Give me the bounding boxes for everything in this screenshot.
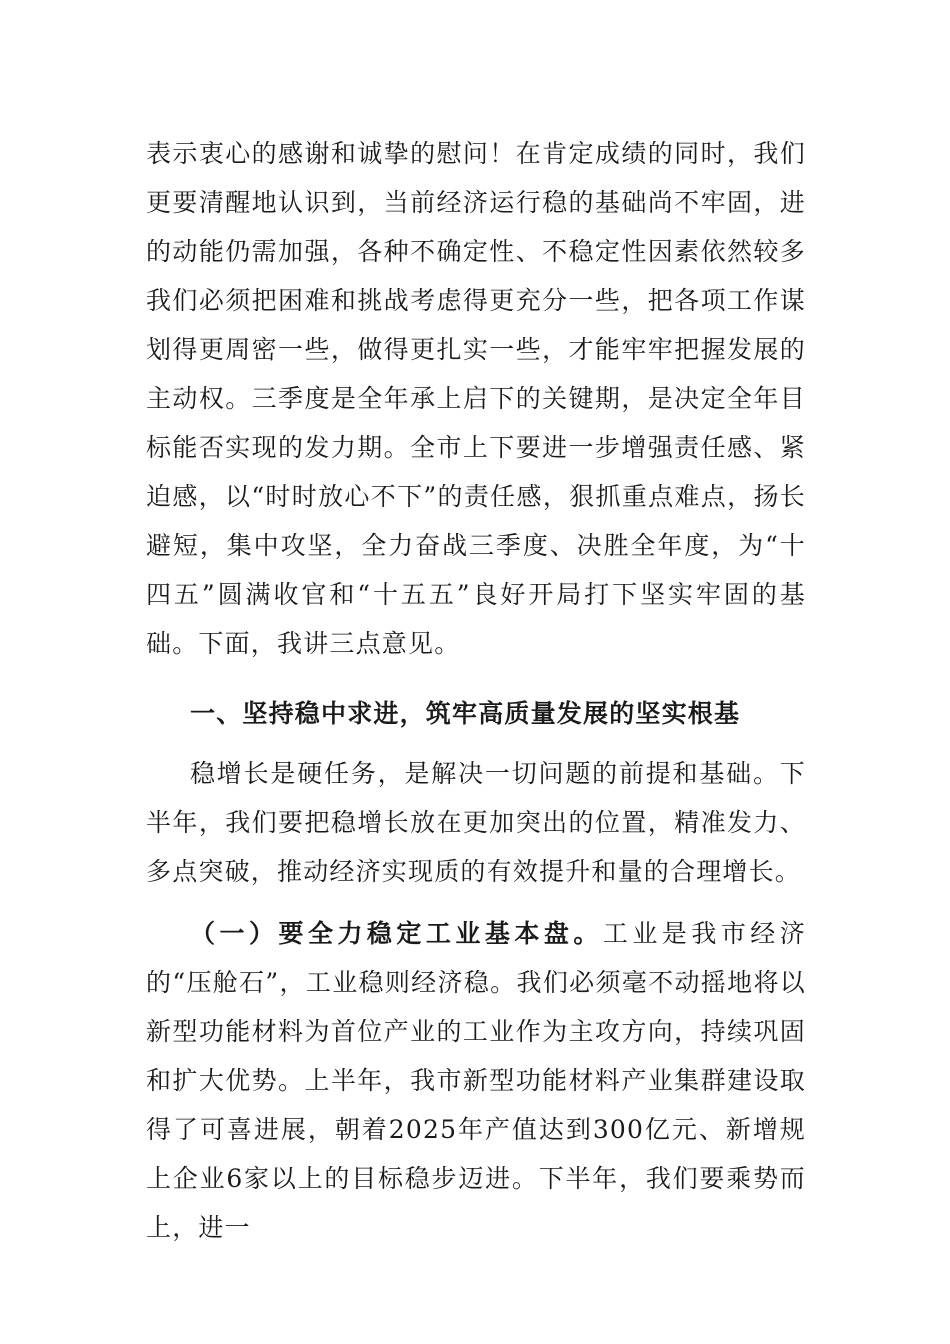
section-heading-1: 一、坚持稳中求进，筑牢高质量发展的坚实根基 [190,699,741,728]
paragraph-opening: 表示衷心的感谢和诚挚的慰问！在肯定成绩的同时，我们更要清醒地认识到，当前经济运行稳的基础尚不牢固，进的动能仍需加强，各种不确定性、不稳定性因素依然较多我们必须把困难和挑战考虑得更充分一些，把各项工作谋划得更周密一些，做得更扎实一些，才能牢牢把握发展的主动权。三季度是全年承上启下的关键期，是决定全年目标能否实现的发力期。全市上下要进一步增强责任感、紧迫感，以“时时放心不下”的责任感，狠抓重点难点，扬长避短，集中攻坚，全力奋战三季度、决胜全年度，为“十四五”圆满收官和“十五五”良好开局打下坚实牢固的基础。下面，我讲三点意见。 [146,139,806,658]
paragraph-stable-growth: 稳增长是硬任务，是解决一切问题的前提和基础。下半年，我们要把稳增长放在更加突出的位置，精准发力、多点突破，推动经济实现质的有效提升和量的合理增长。 [146,759,806,886]
paragraph-industry-body: 工业是我市经济的“压舱石”，工业稳则经济稳。我们必须毫不动摇地将以新型功能材料为首位产业的工业作为主攻方向，持续巩固和扩大优势。上半年，我市新型功能材料产业集群建设取得了可喜进展，朝着2025年产值达到300亿元、新增规上企业6家以上的目标稳步迈进。下半年，我们要乘势而上，进一 [146,919,806,1242]
subheading-industry: （一）要全力稳定工业基本盘。 [190,919,603,948]
paragraph-industry [146,909,806,1252]
